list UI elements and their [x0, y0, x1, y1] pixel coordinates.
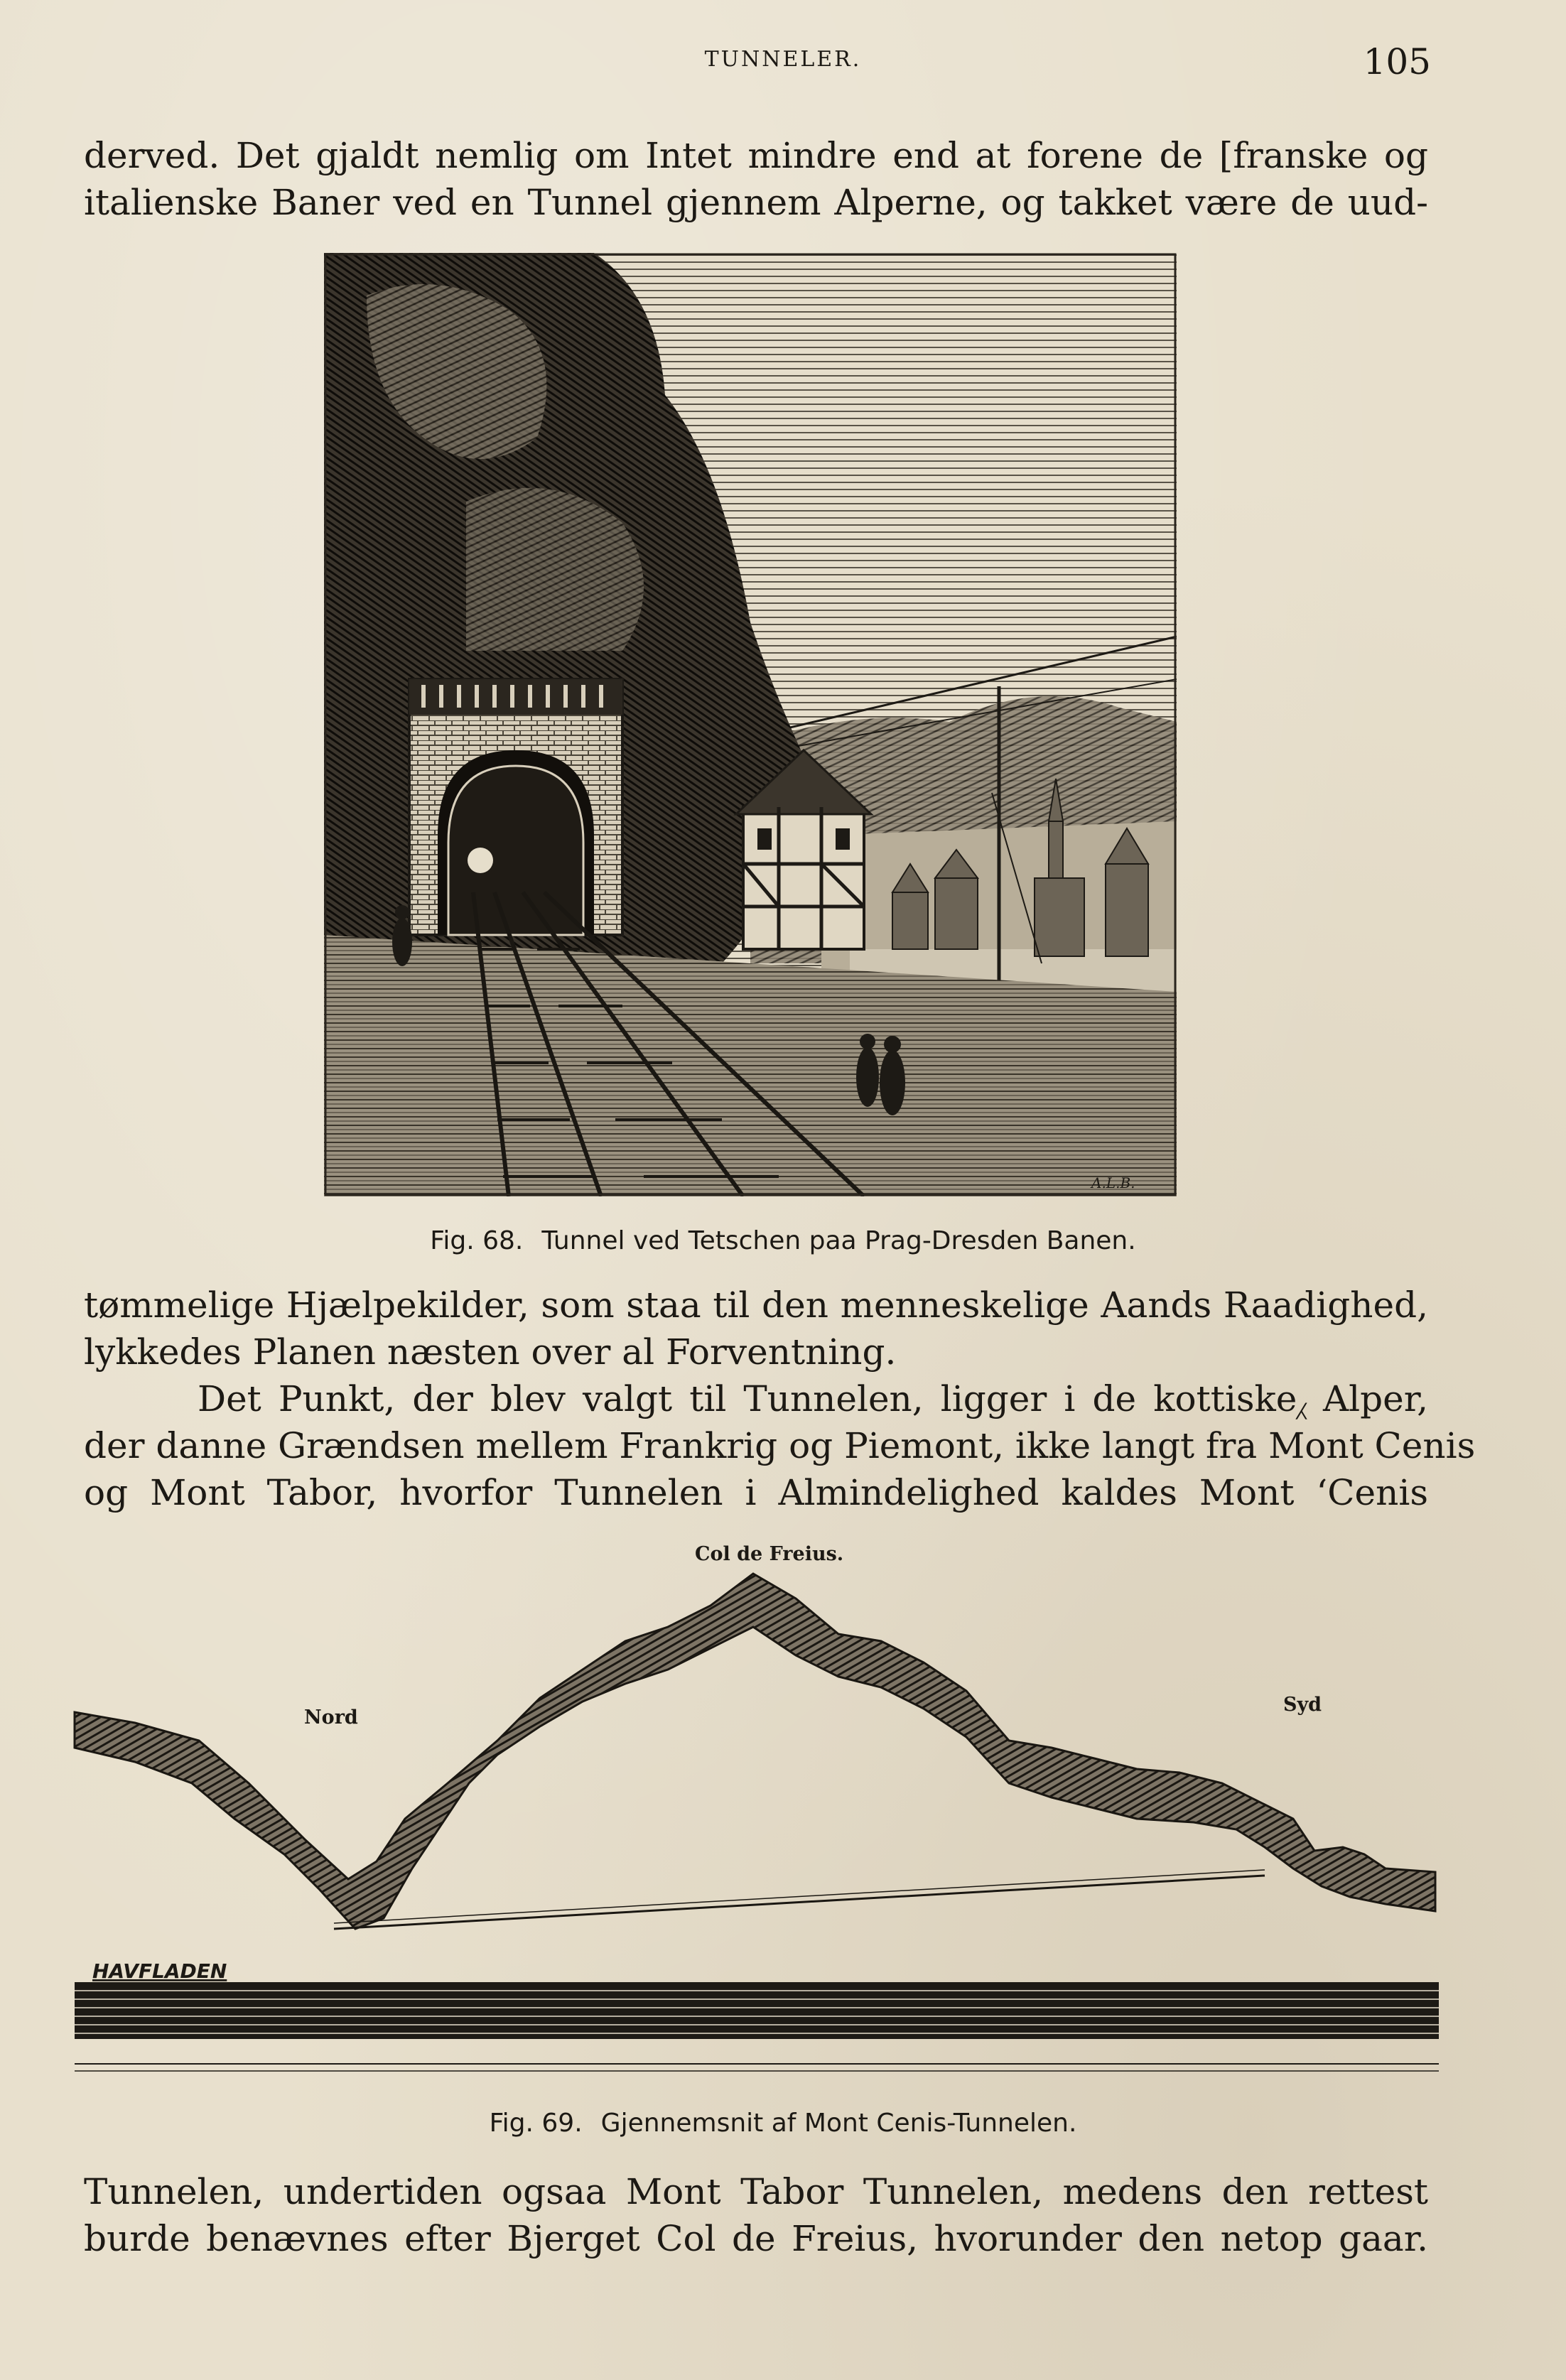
figure-68-caption — [0, 1226, 1566, 1255]
text-line: Det Punkt, der blev valgt til Tunnelen, ligger i de kottiske⁁ Alper, — [198, 1378, 1428, 1419]
figure-68-number: Fig. 68. — [430, 1226, 524, 1255]
mountain-profile — [75, 1574, 1435, 1929]
text-line: italienske Baner ved en Tunnel gjennem Alperne, og takket være de uud- — [84, 182, 1428, 223]
label-col-de-freius: Col de Freius. — [695, 1543, 844, 1565]
figure-68-caption-text: Tunnel ved Tetschen paa Prag-Dresden Banen. — [541, 1226, 1136, 1255]
paragraph-2 — [84, 1282, 1428, 1375]
text-line: burde benævnes efter Bjerget Col de Freius, hvorunder den netop gaar. — [84, 2218, 1428, 2259]
paragraph-1 — [84, 132, 1428, 226]
page-number: 105 — [1363, 41, 1431, 82]
text-line: derved. Det gjaldt nemlig om Intet mindre end at forene de [franske og — [84, 135, 1428, 176]
tunnel-line — [334, 1876, 1265, 1929]
engraver-signature: A.L.B. — [1091, 1174, 1135, 1191]
text-line: der danne Grændsen mellem Frankrig og Piemont, ikke langt fra Mont Cenis — [84, 1425, 1476, 1466]
figure-69-caption-text: Gjennemsnit af Mont Cenis-Tunnelen. — [600, 2109, 1077, 2138]
text-line: og Mont Tabor, hvorfor Tunnelen i Almindelighed kaldes Mont ‘Cenis — [84, 1472, 1428, 1513]
running-title: TUNNELER. — [704, 47, 862, 72]
paragraph-3 — [84, 1375, 1476, 1516]
label-syd: Syd — [1283, 1694, 1322, 1716]
label-havfladen: HAVFLADEN — [92, 1959, 227, 1983]
figure-69-cross-section — [71, 1570, 1442, 2082]
figure-68-engraving — [324, 253, 1177, 1196]
figure-69-number: Fig. 69. — [489, 2109, 583, 2138]
text-line: tømmelige Hjælpekilder, som staa til den menneskelige Aands Raadighed, — [84, 1284, 1428, 1326]
paragraph-4 — [84, 2168, 1428, 2262]
text-line: lykkedes Planen næsten over al Forventning. — [84, 1331, 897, 1373]
figure-69-caption — [0, 2109, 1566, 2138]
text-line: Tunnelen, undertiden ogsaa Mont Tabor Tunnelen, medens den rettest — [84, 2171, 1428, 2212]
label-nord: Nord — [304, 1706, 358, 1729]
